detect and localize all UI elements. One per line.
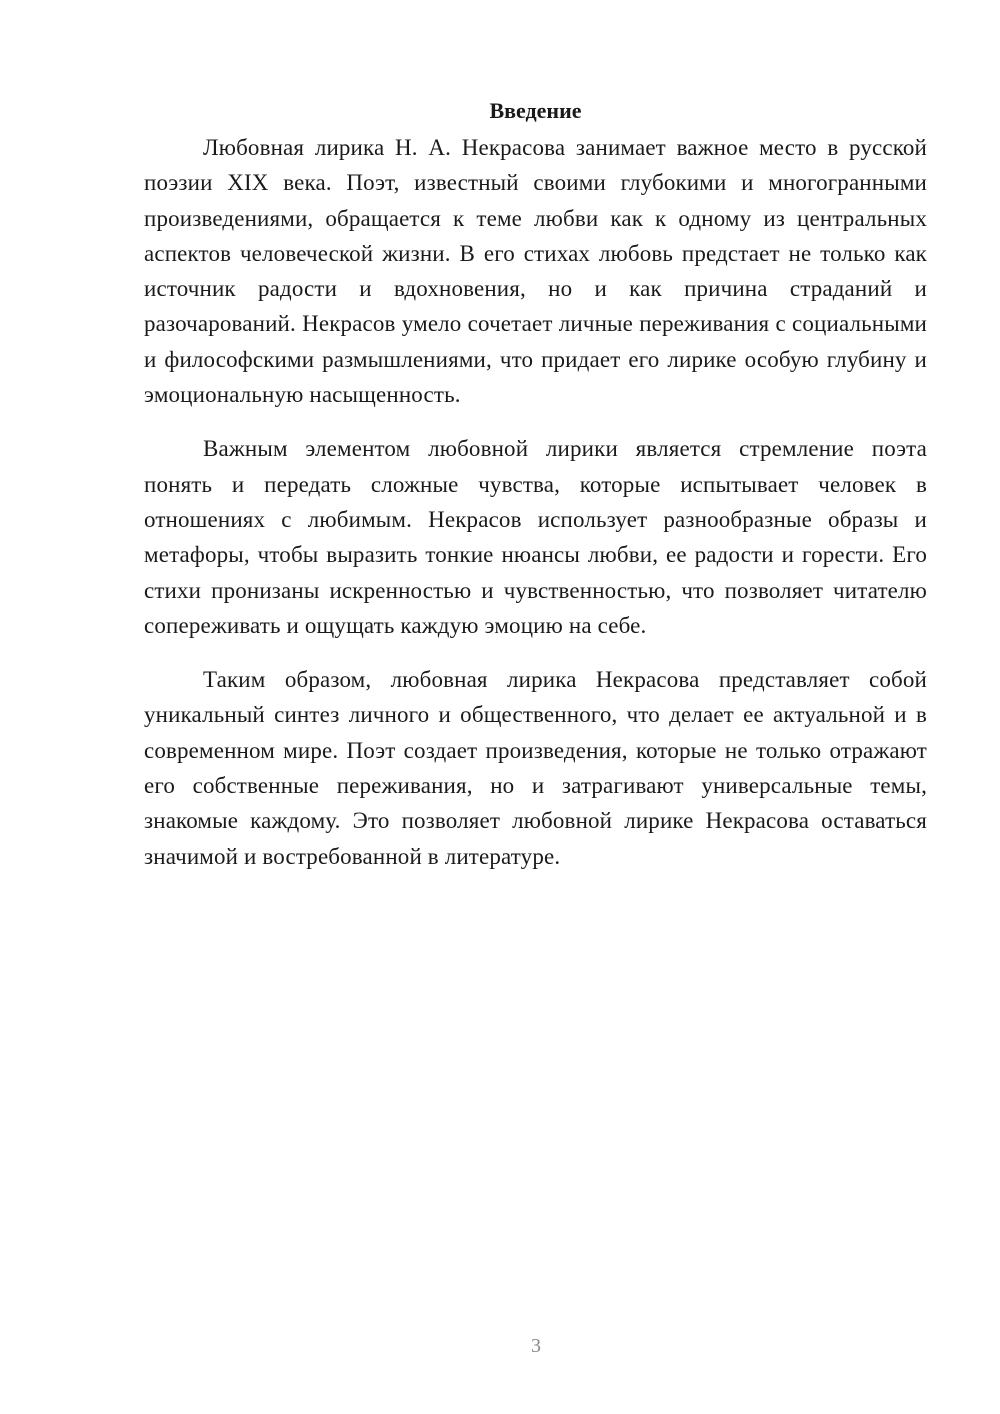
paragraph-feelings: Важным элементом любовной лирики является стремление поэта понять и передать сложные чувства, которые испытывает человек в отношениях с любимым. Некрасов использует разнообразные образы и метафоры, чтобы выразить тонкие нюансы любви, ее радости и горести. Его стихи пронизаны искренностью и чувственностью, что позволяет читателю сопереживать и ощущать каждую эмоцию на себе. [144,436,927,638]
section-heading: Введение [489,98,582,123]
page-body [144,96,927,874]
paragraph-conclusion: Таким образом, любовная лирика Некрасова представляет собой уникальный синтез личного и общественного, что делает ее актуальной и в современном мире. Поэт создает произведения, которые не только отражают его собственные переживания, но и затрагивают универсальные темы, знакомые каждому. Это позволяет любовной лирике Некрасова оставаться значимой и востребованной в литературе. [144,667,927,869]
page-number: 3 [531,1335,541,1357]
paragraph-intro: Любовная лирика Н. А. Некрасова занимает важное место в русской поэзии XIX века. Поэт, известный своими глубокими и многогранными произведениями, обращается к теме любви как к одному из центральных аспектов человеческой жизни. В его стихах любовь предстает не только как источник радости и вдохновения, но и как причина страданий и разочарований. Некрасов умело сочетает личные переживания с социальными и философскими размышлениями, что придает его лирике особую глубину и эмоциональную насыщенность. [144,135,927,408]
